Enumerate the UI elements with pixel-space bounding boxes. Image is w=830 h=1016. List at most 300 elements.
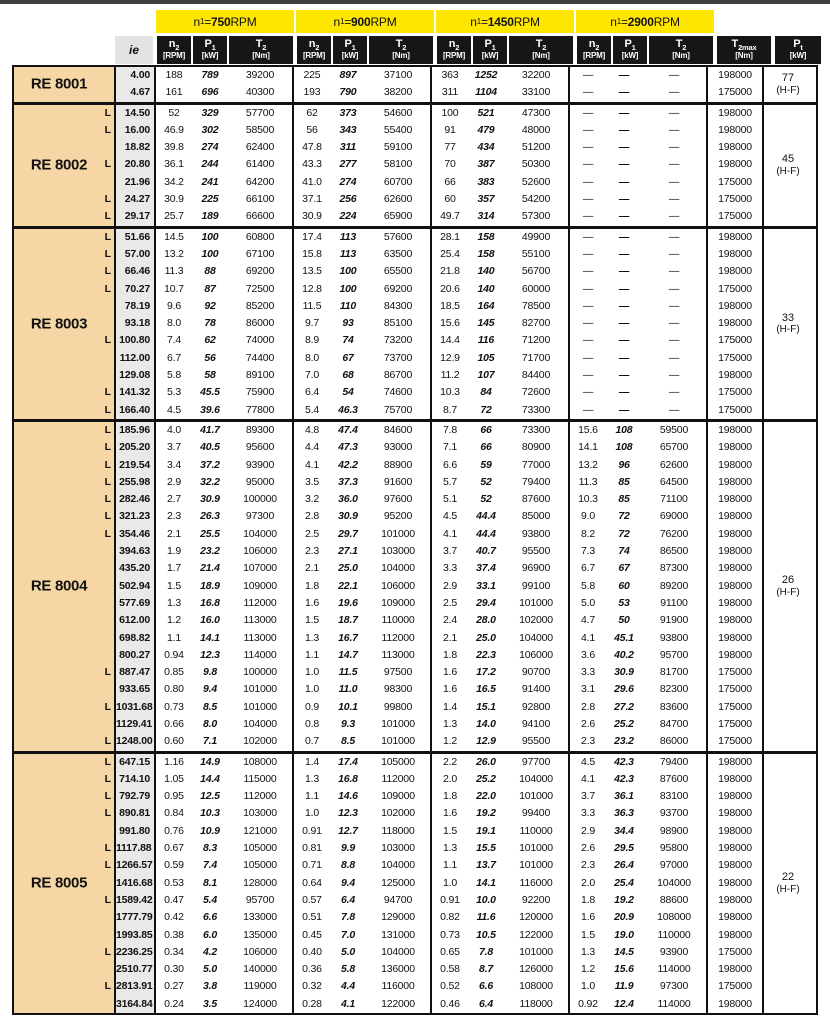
table-row	[116, 122, 764, 139]
n2-cell: 1.2	[581, 963, 595, 976]
p1-cell: 56	[204, 351, 216, 364]
ie-cell: 24.27	[116, 191, 156, 208]
t2max-cell: 198000	[708, 961, 764, 978]
p1-cell: 897	[339, 69, 357, 81]
n2-cell: 30.9	[164, 193, 184, 206]
t2-cell: 97000	[642, 857, 708, 874]
l-marker: L	[104, 282, 111, 295]
t2-cell: 93700	[642, 805, 708, 822]
n2-cell: 0.53	[164, 876, 184, 889]
n2-cell: 1.05	[164, 772, 184, 785]
t2max-cell: 198000	[708, 840, 764, 857]
t2-cell: 71700	[504, 350, 570, 367]
t2-cell: 92200	[504, 892, 570, 909]
speed-value: 900	[351, 14, 371, 29]
n2-cell: 1.0	[305, 683, 319, 696]
ie-cell: 1248.00	[116, 733, 156, 750]
n2-cell: 1.2	[443, 735, 457, 748]
n2-cell: 2.1	[167, 527, 181, 540]
n2-cell: 1.1	[443, 859, 457, 872]
t2-cell: 97300	[642, 978, 708, 995]
p1-cell: —	[618, 86, 630, 99]
ie-cell: 66.46	[116, 263, 156, 280]
column-symbol: $T_2$	[255, 38, 267, 53]
p1-cell: —	[618, 351, 630, 364]
t2-cell: 93900	[642, 944, 708, 961]
thermal-power-value: 45	[781, 153, 795, 166]
n2-cell: 18.5	[440, 299, 460, 312]
t2-cell: 91400	[504, 681, 570, 698]
p1-cell: 37.4	[476, 562, 496, 575]
p1-cell: —	[618, 193, 630, 206]
thermal-power-cell	[764, 422, 812, 751]
t2-cell: 112000	[366, 771, 432, 788]
t2-cell: 40300	[228, 84, 294, 101]
t2-cell: 62600	[642, 457, 708, 474]
p1-cell: 10.3	[200, 807, 220, 820]
l-marker	[14, 298, 114, 315]
n2-cell: 13.5	[302, 265, 322, 278]
p1-cell: 78	[204, 317, 216, 330]
t2-cell: 126000	[504, 961, 570, 978]
p1-cell: 13.7	[476, 859, 496, 872]
t2-cell: 95500	[504, 733, 570, 750]
ie-cell: 714.10	[116, 771, 156, 788]
n2-cell: —	[582, 265, 594, 278]
n2-cell: 10.7	[164, 282, 184, 295]
p1-cell: 14.7	[338, 648, 358, 661]
n2-cell: 11.3	[164, 265, 184, 278]
n2-cell: 70	[444, 158, 456, 171]
p1-cell: 107	[477, 369, 495, 382]
table-row	[116, 263, 764, 280]
ie-cell: 792.79	[116, 788, 156, 805]
t2max-cell: 198000	[708, 560, 764, 577]
t2-cell: 88600	[642, 892, 708, 909]
n2-cell: 2.5	[443, 596, 457, 609]
p1-cell: 373	[339, 106, 357, 119]
t2-cell: 87600	[504, 491, 570, 508]
ie-cell: 800.27	[116, 647, 156, 664]
table-row	[116, 543, 764, 560]
t2-cell: 48000	[504, 122, 570, 139]
p1-cell: 30.9	[614, 666, 634, 679]
t2-cell: 65500	[366, 263, 432, 280]
ie-cell: 112.00	[116, 350, 156, 367]
l-marker	[14, 367, 114, 384]
table-row	[116, 191, 764, 208]
t2-cell: 76200	[642, 526, 708, 543]
table-row	[116, 996, 764, 1013]
t2-cell: 101000	[228, 681, 294, 698]
n2-cell: 0.76	[164, 824, 184, 837]
n2-cell: 5.8	[581, 579, 595, 592]
p1-cell: 44.4	[476, 527, 496, 540]
t2-cell: 101000	[504, 857, 570, 874]
p1-cell: 12.4	[614, 997, 634, 1010]
t2-cell: 82300	[642, 681, 708, 698]
n2-cell: 62	[306, 106, 318, 119]
thermal-power-value: 33	[781, 311, 795, 324]
table-row	[116, 402, 764, 419]
p1-cell: 14.6	[338, 790, 358, 803]
t2-cell: 69200	[366, 281, 432, 298]
p1-cell: 7.1	[203, 735, 217, 748]
n2-cell: —	[582, 193, 594, 206]
column-symbol: $n_2$	[588, 38, 600, 53]
t2-cell: 64500	[642, 474, 708, 491]
subscript: 2	[402, 43, 407, 53]
t2max-cell: 175000	[708, 384, 764, 401]
p1-cell: 27.1	[338, 545, 358, 558]
l-marker: L	[104, 772, 111, 785]
n2-cell: 52	[168, 106, 180, 119]
t2-cell: 135000	[228, 927, 294, 944]
p1-cell: 23.2	[614, 735, 634, 748]
thermal-power-cell	[764, 67, 812, 102]
p1-cell: 158	[477, 247, 495, 260]
t2-cell: 47300	[504, 105, 570, 122]
t2-cell: 55400	[366, 122, 432, 139]
table-row	[116, 350, 764, 367]
n2-cell: 9.6	[167, 299, 181, 312]
l-marker: L	[104, 423, 111, 436]
p1-cell: 26.0	[476, 755, 496, 768]
l-marker: L	[104, 945, 111, 958]
t2-cell: 74000	[228, 332, 294, 349]
p1-cell: 34.4	[614, 824, 634, 837]
t2-cell: —	[642, 281, 708, 298]
n2-cell: 1.3	[305, 772, 319, 785]
column-symbol: $T_{2max}$	[731, 38, 757, 53]
t2-cell: 118000	[366, 823, 432, 840]
n2-cell: 2.3	[581, 859, 595, 872]
speed-band-spacer	[12, 10, 156, 33]
ie-cell: 282.46	[116, 491, 156, 508]
t2max-cell: 175000	[708, 402, 764, 419]
t2-cell: 73300	[504, 422, 570, 439]
t2-cell: 83100	[642, 788, 708, 805]
l-marker: L	[104, 230, 111, 243]
t2max-cell: 198000	[708, 578, 764, 595]
p1-cell: 14.4	[200, 772, 220, 785]
p1-cell: 3.5	[203, 997, 217, 1010]
t2max-cell: 198000	[708, 67, 764, 84]
t2-cell: 73700	[366, 350, 432, 367]
n2-cell: 0.46	[440, 997, 460, 1010]
n2-cell: 15.6	[578, 423, 598, 436]
l-marker: L	[104, 193, 111, 206]
n2-cell: —	[582, 403, 594, 416]
thermal-power-value: 77	[781, 72, 795, 85]
p1-cell: 7.8	[341, 911, 355, 924]
t2-cell: 112000	[228, 595, 294, 612]
n2-cell: 46.9	[164, 123, 184, 136]
t2-cell: 69000	[642, 508, 708, 525]
n2-cell: 0.40	[302, 945, 322, 958]
p1-cell: 14.9	[200, 755, 220, 768]
n2-cell: 3.7	[581, 790, 595, 803]
p1-column-header	[332, 35, 368, 65]
p1-cell: 19.1	[476, 824, 496, 837]
t2max-cell: 198000	[708, 439, 764, 456]
p1-cell: 87	[204, 282, 216, 295]
p1-cell: —	[618, 230, 630, 243]
p1-cell: 30.9	[338, 510, 358, 523]
p1-cell: 84	[480, 386, 492, 399]
t2max-cell: 198000	[708, 156, 764, 173]
table-row	[116, 298, 764, 315]
p1-cell: 1104	[475, 86, 497, 99]
t2max-cell: 175000	[708, 944, 764, 961]
p1-cell: —	[618, 282, 630, 295]
n2-cell: 0.65	[440, 945, 460, 958]
table-row	[116, 961, 764, 978]
p1-cell: 5.0	[203, 963, 217, 976]
column-unit: [Nm]	[392, 51, 410, 61]
table-row	[116, 944, 764, 961]
t2-cell: 74400	[228, 350, 294, 367]
n2-cell: 0.36	[302, 963, 322, 976]
t2-cell: 62600	[366, 191, 432, 208]
ie-cell: 14.50	[116, 105, 156, 122]
n2-cell: 2.6	[581, 842, 595, 855]
t2-cell: 96900	[504, 560, 570, 577]
column-unit: [Nm]	[735, 51, 753, 61]
t2-cell: 85000	[504, 508, 570, 525]
t2-cell: 93900	[228, 457, 294, 474]
n2-cell: 4.1	[581, 631, 595, 644]
model-name: RE 8005	[30, 874, 88, 892]
ie-cell: 933.65	[116, 681, 156, 698]
column-symbol: $P_1$	[344, 38, 356, 53]
p1-cell: 116	[477, 334, 495, 347]
p1-cell: 434	[477, 141, 495, 154]
n2-cell: 17.4	[302, 230, 322, 243]
p1-cell: 36.0	[338, 493, 358, 506]
pt-column-header	[774, 35, 822, 65]
ie-cell: 18.82	[116, 139, 156, 156]
subscript: 1	[476, 17, 481, 26]
table-row	[116, 422, 764, 439]
t2-cell: 99100	[504, 578, 570, 595]
p1-cell: 25.0	[476, 631, 496, 644]
t2-cell: 114000	[642, 996, 708, 1013]
t2-cell: 102000	[504, 612, 570, 629]
n2-cell: 0.66	[164, 717, 184, 730]
n2-cell: 5.0	[581, 596, 595, 609]
t2-cell: 60700	[366, 174, 432, 191]
t2-cell: —	[642, 208, 708, 225]
t2-cell: 90700	[504, 664, 570, 681]
p1-cell: —	[618, 299, 630, 312]
t2max-cell: 198000	[708, 526, 764, 543]
p1-cell: 92	[204, 299, 216, 312]
t2max-cell: 198000	[708, 612, 764, 629]
table-row	[116, 840, 764, 857]
p1-cell: 16.5	[476, 683, 496, 696]
t2max-cell: 175000	[708, 716, 764, 733]
p1-cell: 17.2	[476, 666, 496, 679]
p1-cell: 11.9	[614, 980, 634, 993]
p1-cell: 8.8	[341, 859, 355, 872]
n2-cell: —	[582, 386, 594, 399]
p1-cell: 85	[618, 493, 630, 506]
l-marker: L	[104, 106, 111, 119]
t2max-cell: 175000	[708, 208, 764, 225]
t2-cell: 114000	[642, 961, 708, 978]
n2-cell: —	[582, 69, 594, 81]
p1-cell: 47.3	[338, 441, 358, 454]
table-row	[116, 978, 764, 995]
t2-cell: 59500	[642, 422, 708, 439]
t2-cell: 93000	[366, 439, 432, 456]
p1-cell: 22.1	[338, 579, 358, 592]
n2-cell: —	[582, 317, 594, 330]
n2-cell: —	[582, 351, 594, 364]
n2-cell: 39.8	[164, 141, 184, 154]
n2-cell: 1.8	[581, 893, 595, 906]
t2-cell: 95200	[366, 508, 432, 525]
t2-cell: 84300	[366, 298, 432, 315]
ie-cell: 1416.68	[116, 875, 156, 892]
t2-cell: 60000	[504, 281, 570, 298]
t2-cell: 104000	[366, 944, 432, 961]
column-header-row	[12, 35, 822, 65]
column-symbol: $T_2$	[535, 38, 547, 53]
ie-cell: 205.20	[116, 439, 156, 456]
t2max-cell: 198000	[708, 474, 764, 491]
column-unit: [RPM]	[442, 51, 466, 61]
l-marker	[14, 174, 114, 191]
n2-cell: 8.9	[305, 334, 319, 347]
t2-cell: 112000	[366, 630, 432, 647]
n2-cell: 7.1	[443, 441, 457, 454]
column-symbol: $P_1$	[624, 38, 636, 53]
ie-cell: 1777.79	[116, 909, 156, 926]
t2-cell: 92800	[504, 699, 570, 716]
t2-cell: 97600	[366, 491, 432, 508]
p1-cell: 5.4	[203, 893, 217, 906]
t2-cell: 106000	[504, 647, 570, 664]
p1-cell: 68	[342, 369, 354, 382]
column-unit: [kW]	[621, 51, 639, 61]
t2max-cell: 198000	[708, 909, 764, 926]
p1-cell: 8.3	[203, 842, 217, 855]
ie-cell: 2510.77	[116, 961, 156, 978]
n2-cell: 1.8	[443, 648, 457, 661]
t2max-cell: 198000	[708, 122, 764, 139]
p1-cell: 40.7	[476, 545, 496, 558]
n2-cell: 1.5	[167, 579, 181, 592]
group-rows	[116, 754, 764, 1013]
p1-cell: 16.8	[338, 772, 358, 785]
n2-cell: 1.5	[305, 614, 319, 627]
l-marker: L	[104, 475, 111, 488]
t2-cell: 125000	[366, 875, 432, 892]
t2-cell: 129000	[366, 909, 432, 926]
p1-cell: 53	[618, 596, 630, 609]
l-marker	[14, 961, 114, 978]
t2-cell: 133000	[228, 909, 294, 926]
ie-cell: 1589.42	[116, 892, 156, 909]
p1-cell: 59	[480, 458, 492, 471]
t2-cell: 101000	[366, 716, 432, 733]
p1-cell: 45.1	[614, 631, 634, 644]
n2-cell: 10.3	[578, 493, 598, 506]
p1-cell: 314	[477, 210, 495, 223]
t2-cell: 124000	[228, 996, 294, 1013]
p1-cell: 15.6	[614, 963, 634, 976]
ie-cell: 890.81	[116, 805, 156, 822]
subscript: 2	[175, 43, 180, 53]
p1-cell: 12.3	[200, 648, 220, 661]
t2-cell: 116000	[366, 978, 432, 995]
t2-cell: 89300	[228, 422, 294, 439]
ie-cell: 129.08	[116, 367, 156, 384]
subscript: t	[800, 43, 803, 53]
n2-cell: 1.6	[305, 596, 319, 609]
l-marker	[14, 595, 114, 612]
t2-cell: —	[642, 367, 708, 384]
n2-cell: 0.30	[164, 963, 184, 976]
n2-cell: 6.6	[443, 458, 457, 471]
t2-cell: 88900	[366, 457, 432, 474]
p1-cell: 521	[477, 106, 495, 119]
p1-cell: 22.3	[476, 648, 496, 661]
ratio-column-header: ie	[114, 35, 154, 65]
l-marker	[14, 647, 114, 664]
p1-cell: 74	[342, 334, 354, 347]
n2-cell: 43.3	[302, 158, 322, 171]
n2-cell: 3.5	[305, 475, 319, 488]
p1-cell: 67	[342, 351, 354, 364]
speed-value: 2900	[627, 14, 654, 29]
t2-cell: —	[642, 122, 708, 139]
p1-cell: 329	[201, 106, 219, 119]
n2-cell: 8.0	[167, 317, 181, 330]
p1-cell: 21.4	[200, 562, 220, 575]
table-row	[116, 229, 764, 246]
p1-cell: 19.2	[476, 807, 496, 820]
p1-cell: 19.6	[338, 596, 358, 609]
p1-cell: 19.2	[614, 893, 634, 906]
n2-cell: 11.5	[302, 299, 322, 312]
t2max-cell: 198000	[708, 647, 764, 664]
n2-cell: 2.2	[443, 755, 457, 768]
p1-cell: —	[618, 369, 630, 382]
t2max-cell: 198000	[708, 508, 764, 525]
p1-cell: 9.3	[341, 717, 355, 730]
n2-cell: 7.4	[167, 334, 181, 347]
p1-cell: 3.8	[203, 980, 217, 993]
t2-cell: 131000	[366, 927, 432, 944]
p1-cell: —	[618, 69, 630, 81]
t2-cell: 97300	[228, 508, 294, 525]
t2-cell: 104000	[228, 526, 294, 543]
l-marker: L	[104, 859, 111, 872]
t2-cell: 93800	[642, 630, 708, 647]
n2-cell: 14.5	[164, 230, 184, 243]
p1-cell: 8.7	[479, 963, 493, 976]
p1-cell: 74	[618, 545, 630, 558]
t2-cell: 104000	[366, 560, 432, 577]
t2-cell: 83600	[642, 699, 708, 716]
t2-column-header	[228, 35, 294, 65]
p1-cell: 42.3	[614, 755, 634, 768]
l-marker: L	[104, 441, 111, 454]
l-marker: L	[104, 265, 111, 278]
